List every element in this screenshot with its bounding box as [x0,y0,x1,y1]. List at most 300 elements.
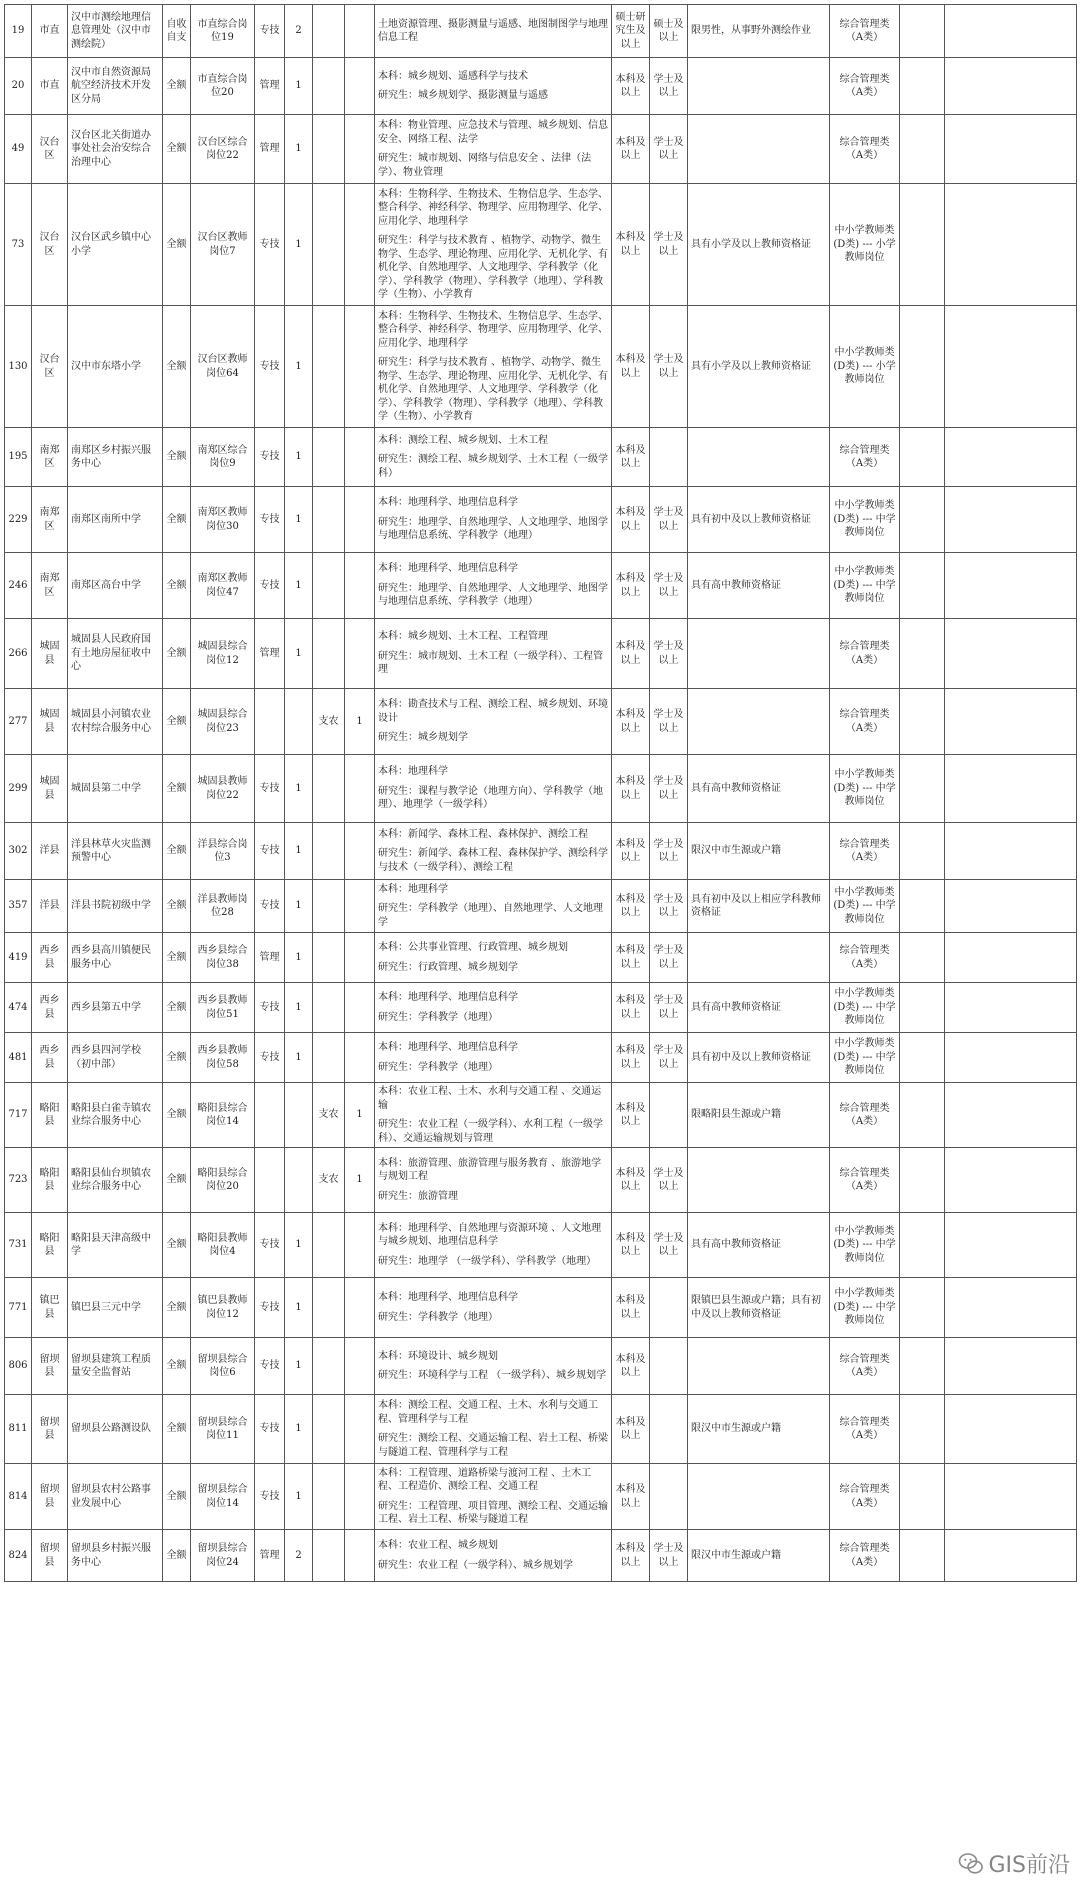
row-extra [900,1395,945,1464]
row-major [375,933,612,983]
row-degree: 学士及以上 [650,58,688,115]
row-count: 1 [285,880,313,933]
row-extra [900,933,945,983]
row-special [313,184,345,306]
row-special-count [345,983,375,1033]
row-id: 814 [5,1464,32,1530]
row-count: 1 [285,115,313,184]
row-other-requirement: 具有小学及以上教师资格证 [688,306,830,428]
major-undergrad: 本科：农业工程、城乡规划 [378,1540,498,1551]
row-remarks [945,880,1077,933]
row-education: 本科及以上 [612,487,650,553]
row-education: 本科及以上 [612,755,650,823]
major-undergrad: 本科：地理科学、自然地理与资源环境 、人文地理与城乡规划、地理信息科学 [378,1222,602,1248]
row-special-count [345,1033,375,1083]
row-special [313,428,345,487]
major-graduate: 研究生：农业工程（一级学科）、城乡规划学 [378,1559,573,1571]
row-kind: 管理 [255,115,285,184]
table-row [5,933,1077,983]
row-education: 本科及以上 [612,1278,650,1338]
row-other-requirement: 具有高中教师资格证 [688,1213,830,1278]
table-row [5,115,1077,184]
row-id: 474 [5,983,32,1033]
row-kind [255,689,285,755]
row-education: 本科及以上 [612,553,650,619]
major-graduate: 研究生：学科教学（地理） [378,1011,498,1023]
row-special-count [345,58,375,115]
row-fund: 全额 [163,1033,191,1083]
row-unit: 西乡县高川镇便民服务中心 [68,933,163,983]
row-unit: 汉中市东塔小学 [68,306,163,428]
row-position: 南郑区教师岗位30 [191,487,255,553]
row-kind: 专技 [255,1395,285,1464]
row-education: 本科及以上 [612,428,650,487]
row-special-count [345,755,375,823]
row-position: 汉台区教师岗位64 [191,306,255,428]
major-undergrad: 本科：公共事业管理、行政管理、城乡规划 [378,942,568,953]
table-row [5,1213,1077,1278]
row-id: 246 [5,553,32,619]
major-graduate: 研究生：工程管理、项目管理、测绘工程、交通运输工程、岩土工程、桥梁与隧道工程 [378,1500,608,1525]
major-undergrad: 本科：地理科学 [378,766,448,778]
row-degree: 学士及以上 [650,933,688,983]
row-major [375,58,612,115]
row-other-requirement: 限镇巴县生源或户籍；具有初中及以上教师资格证 [688,1278,830,1338]
row-id: 73 [5,184,32,306]
row-category: 中小学教师类(D类) --- 小学教师岗位 [830,184,900,306]
table-row [5,1033,1077,1083]
major-graduate: 研究生：地理学 （一级学科）、学科教学（地理） [378,1255,597,1267]
row-major [375,1464,612,1530]
row-special-count [345,1530,375,1582]
row-count: 2 [285,5,313,58]
major-graduate: 研究生：行政管理、城乡规划学 [378,961,518,973]
row-education: 本科及以上 [612,58,650,115]
row-special: 支农 [313,1148,345,1213]
row-position: 洋县教师岗位28 [191,880,255,933]
row-kind: 管理 [255,58,285,115]
row-kind: 专技 [255,487,285,553]
major-undergrad: 本科：地理科学、地理信息科学 [378,563,518,575]
row-special [313,58,345,115]
row-education: 本科及以上 [612,1213,650,1278]
row-remarks [945,1464,1077,1530]
row-remarks [945,983,1077,1033]
row-special: 支农 [313,1083,345,1148]
row-other-requirement [688,115,830,184]
row-area: 城固县 [32,755,68,823]
major-graduate: 研究生：城乡规划学 [378,732,468,744]
row-fund: 全额 [163,553,191,619]
row-special-count [345,5,375,58]
table-row [5,1148,1077,1213]
major-graduate: 研究生：课程与教学论（地理方向）、学科教学（地理）、地理学（一级学科） [378,785,603,811]
row-degree: 学士及以上 [650,1530,688,1582]
row-unit: 南郑区乡村振兴服务中心 [68,428,163,487]
row-id: 20 [5,58,32,115]
row-fund: 全额 [163,115,191,184]
row-fund: 全额 [163,487,191,553]
row-id: 357 [5,880,32,933]
row-major [375,1033,612,1083]
row-position: 汉台区教师岗位7 [191,184,255,306]
row-special [313,1278,345,1338]
row-id: 266 [5,619,32,689]
row-degree: 学士及以上 [650,487,688,553]
major-undergrad: 土地资源管理、摄影测量与遥感、地图制图学与地理信息工程 [378,18,608,43]
row-major [375,1395,612,1464]
row-unit: 城固县第二中学 [68,755,163,823]
row-category: 中小学教师类(D类) --- 中学教师岗位 [830,755,900,823]
row-degree: 学士及以上 [650,1148,688,1213]
row-position: 西乡县综合岗位38 [191,933,255,983]
row-other-requirement: 具有高中教师资格证 [688,553,830,619]
row-extra [900,428,945,487]
row-area: 市直 [32,58,68,115]
major-graduate: 研究生：学科教学（地理） [378,1061,498,1073]
row-area: 留坝县 [32,1464,68,1530]
row-other-requirement: 限汉中市生源或户籍 [688,1395,830,1464]
row-extra [900,487,945,553]
row-id: 277 [5,689,32,755]
row-fund: 全额 [163,689,191,755]
row-major [375,1338,612,1395]
row-area: 略阳县 [32,1083,68,1148]
table-row [5,58,1077,115]
table-row [5,306,1077,428]
row-degree: 学士及以上 [650,689,688,755]
row-count [285,689,313,755]
row-remarks [945,689,1077,755]
row-category: 综合管理类（A类） [830,58,900,115]
row-education: 本科及以上 [612,983,650,1033]
row-special-count [345,553,375,619]
row-category: 综合管理类（A类） [830,1530,900,1582]
row-special [313,115,345,184]
row-count: 1 [285,823,313,880]
row-degree [650,1464,688,1530]
row-fund: 全额 [163,1278,191,1338]
row-extra [900,1530,945,1582]
row-unit: 洋县林草火灾监测预警中心 [68,823,163,880]
row-other-requirement: 限汉中市生源或户籍 [688,1530,830,1582]
row-fund: 全额 [163,823,191,880]
row-special-count [345,306,375,428]
row-category: 中小学教师类(D类) --- 中学教师岗位 [830,1278,900,1338]
row-fund: 全额 [163,1464,191,1530]
row-special-count [345,1278,375,1338]
row-remarks [945,1395,1077,1464]
row-special [313,983,345,1033]
table-row [5,880,1077,933]
row-extra [900,823,945,880]
row-count: 1 [285,1278,313,1338]
row-category: 综合管理类（A类） [830,1464,900,1530]
row-extra [900,184,945,306]
row-area: 汉台区 [32,115,68,184]
row-count: 1 [285,58,313,115]
major-graduate: 研究生：旅游管理 [378,1190,458,1202]
row-special-count [345,1464,375,1530]
major-graduate: 研究生：科学与技术教育 、植物学、动物学、微生物学、生态学、理论物理、应用化学、无机化学、有机化学、自然地理学、人文地理学、学科教学（化学）、学科教学（物理）、学科教学（地理）、学科教学（生物）、小学教育 [378,235,608,300]
row-extra [900,1464,945,1530]
major-graduate: 研究生：地理学、自然地理学、人文地理学、地图学与地理信息系统、学科教学（地理） [378,516,608,542]
row-degree: 学士及以上 [650,755,688,823]
row-position: 洋县综合岗位3 [191,823,255,880]
row-position: 西乡县教师岗位58 [191,1033,255,1083]
row-fund: 全额 [163,1148,191,1213]
row-special [313,1395,345,1464]
table-body [5,5,1077,1582]
row-position: 留坝县综合岗位6 [191,1338,255,1395]
row-kind: 专技 [255,553,285,619]
row-position: 城固县综合岗位12 [191,619,255,689]
row-position: 市直综合岗位19 [191,5,255,58]
row-education: 本科及以上 [612,1395,650,1464]
row-other-requirement [688,689,830,755]
row-area: 汉台区 [32,306,68,428]
row-remarks [945,184,1077,306]
major-graduate: 研究生：城市规划、土木工程（一级学科）、工程管理 [378,650,603,676]
row-id: 49 [5,115,32,184]
row-kind: 专技 [255,1278,285,1338]
table-row [5,184,1077,306]
row-major [375,1278,612,1338]
row-unit: 城固县人民政府国有土地房屋征收中心 [68,619,163,689]
major-undergrad: 本科：地理科学、地理信息科学 [378,497,518,509]
row-special [313,933,345,983]
row-fund: 全额 [163,619,191,689]
row-extra [900,1148,945,1213]
row-area: 留坝县 [32,1530,68,1582]
row-other-requirement: 具有初中及以上相应学科教师资格证 [688,880,830,933]
row-extra [900,1033,945,1083]
row-count: 2 [285,1530,313,1582]
row-kind: 专技 [255,823,285,880]
row-count: 1 [285,487,313,553]
row-special-count: 1 [345,1083,375,1148]
row-position: 城固县综合岗位23 [191,689,255,755]
row-category: 综合管理类（A类） [830,1395,900,1464]
row-count: 1 [285,1033,313,1083]
row-remarks [945,1083,1077,1148]
wechat-icon [958,1851,984,1877]
row-remarks [945,1213,1077,1278]
row-other-requirement: 限男性，从事野外测绘作业 [688,5,830,58]
major-undergrad: 本科：测绘工程、城乡规划、土木工程 [378,434,548,446]
row-major [375,1530,612,1582]
row-position: 城固县教师岗位22 [191,755,255,823]
row-major [375,553,612,619]
row-major [375,619,612,689]
row-count: 1 [285,983,313,1033]
row-area: 西乡县 [32,933,68,983]
major-undergrad: 本科：测绘工程、交通工程、土木、水利与交通工程、管理科学与工程 [378,1400,598,1425]
row-major [375,428,612,487]
row-extra [900,983,945,1033]
row-special [313,880,345,933]
row-special [313,1464,345,1530]
row-other-requirement: 限略阳县生源或户籍 [688,1083,830,1148]
row-position: 汉台区综合岗位22 [191,115,255,184]
row-kind: 专技 [255,755,285,823]
major-undergrad: 本科：新闻学、森林工程、森林保护、测绘工程 [378,828,588,840]
row-major [375,306,612,428]
row-extra [900,1278,945,1338]
row-degree: 学士及以上 [650,1033,688,1083]
row-major [375,1213,612,1278]
row-area: 略阳县 [32,1213,68,1278]
row-other-requirement: 具有小学及以上教师资格证 [688,184,830,306]
row-degree: 硕士及以上 [650,5,688,58]
row-special [313,306,345,428]
row-major [375,983,612,1033]
major-undergrad: 本科：工程管理、道路桥梁与渡河工程 、土木工程、工程造价、测绘工程、交通工程 [378,1467,592,1492]
row-kind: 专技 [255,1464,285,1530]
major-graduate: 研究生：农业工程（一级学科）、水利工程（一级学科）、交通运输规划与管理 [378,1119,603,1144]
row-position: 略阳县教师岗位4 [191,1213,255,1278]
major-graduate: 研究生：测绘工程、交通运输工程、岩土工程、桥梁与隧道工程、管理科学与工程 [378,1433,608,1458]
row-extra [900,553,945,619]
row-fund: 全额 [163,1083,191,1148]
table-row [5,755,1077,823]
row-count [285,1083,313,1148]
row-major [375,184,612,306]
row-count: 1 [285,1464,313,1530]
table-row [5,1278,1077,1338]
row-major [375,115,612,184]
row-education: 本科及以上 [612,306,650,428]
row-major [375,755,612,823]
major-undergrad: 本科：物业管理、应急技术与管理、城乡规划、信息安全、网络工程、法学 [378,120,608,145]
table-row [5,553,1077,619]
row-degree: 学士及以上 [650,983,688,1033]
row-other-requirement [688,428,830,487]
row-special [313,553,345,619]
row-education: 本科及以上 [612,115,650,184]
major-graduate: 研究生：测绘工程、城乡规划学、土木工程（一级学科） [378,454,608,479]
table-row [5,983,1077,1033]
row-remarks [945,58,1077,115]
row-other-requirement: 具有高中教师资格证 [688,755,830,823]
row-major [375,1083,612,1148]
row-special [313,755,345,823]
row-count: 1 [285,755,313,823]
row-special [313,823,345,880]
row-remarks [945,553,1077,619]
row-education: 本科及以上 [612,823,650,880]
row-special-count [345,487,375,553]
row-extra [900,689,945,755]
row-kind: 专技 [255,880,285,933]
row-area: 城固县 [32,689,68,755]
row-unit: 留坝县乡村振兴服务中心 [68,1530,163,1582]
row-extra [900,755,945,823]
row-fund: 全额 [163,428,191,487]
row-special-count: 1 [345,689,375,755]
row-special-count [345,184,375,306]
major-undergrad: 本科：勘查技术与工程、测绘工程、城乡规划、环境设计 [378,699,608,724]
table-row [5,619,1077,689]
row-area: 洋县 [32,823,68,880]
row-extra [900,306,945,428]
row-count: 1 [285,184,313,306]
row-special-count: 1 [345,1148,375,1213]
row-count: 1 [285,553,313,619]
row-count [285,1148,313,1213]
row-kind: 管理 [255,1530,285,1582]
row-category: 综合管理类（A类） [830,5,900,58]
row-position: 略阳县综合岗位20 [191,1148,255,1213]
row-position: 南郑区教师岗位47 [191,553,255,619]
row-extra [900,1213,945,1278]
row-degree: 学士及以上 [650,184,688,306]
row-fund: 全额 [163,184,191,306]
row-major [375,823,612,880]
row-count: 1 [285,619,313,689]
row-degree: 学士及以上 [650,880,688,933]
row-special [313,619,345,689]
row-fund: 全额 [163,1338,191,1395]
row-count: 1 [285,1395,313,1464]
row-degree [650,1338,688,1395]
row-category: 综合管理类（A类） [830,1148,900,1213]
row-position: 留坝县综合岗位14 [191,1464,255,1530]
row-area: 西乡县 [32,1033,68,1083]
row-education: 硕士研究生及以上 [612,5,650,58]
major-undergrad: 本科：城乡规划、遥感科学与技术 [378,70,528,82]
row-special-count [345,1395,375,1464]
row-fund: 全额 [163,1213,191,1278]
row-count: 1 [285,1213,313,1278]
major-undergrad: 本科：环境设计、城乡规划 [378,1350,498,1362]
row-unit: 西乡县第五中学 [68,983,163,1033]
row-special-count [345,823,375,880]
row-area: 西乡县 [32,983,68,1033]
row-category: 综合管理类（A类） [830,115,900,184]
row-kind: 专技 [255,184,285,306]
row-degree: 学士及以上 [650,306,688,428]
row-education: 本科及以上 [612,1148,650,1213]
watermark [958,1848,1070,1879]
row-remarks [945,1530,1077,1582]
row-count: 1 [285,1338,313,1395]
row-major [375,689,612,755]
row-other-requirement: 具有高中教师资格证 [688,983,830,1033]
row-fund: 自收自支 [163,5,191,58]
row-education: 本科及以上 [612,1530,650,1582]
row-unit: 南郑区高台中学 [68,553,163,619]
row-unit: 留坝县建筑工程质量安全监督站 [68,1338,163,1395]
row-unit: 留坝县农村公路事业发展中心 [68,1464,163,1530]
table-row [5,428,1077,487]
table-row [5,689,1077,755]
row-id: 229 [5,487,32,553]
row-other-requirement [688,1148,830,1213]
table-row [5,1395,1077,1464]
major-graduate: 研究生：科学与技术教育 、植物学、动物学、微生物学、生态学、理论物理、应用化学、无机化学、有机化学、自然地理学、人文地理学、学科教学（化学）、学科教学（物理）、学科教学（地理）、学科教学（生物）、小学教育 [378,357,608,422]
row-unit: 略阳县天津高级中学 [68,1213,163,1278]
job-listing-table [4,4,1077,1582]
row-unit: 留坝县公路测设队 [68,1395,163,1464]
row-education: 本科及以上 [612,1083,650,1148]
row-fund: 全额 [163,933,191,983]
row-position: 市直综合岗位20 [191,58,255,115]
table-row [5,1083,1077,1148]
row-fund: 全额 [163,306,191,428]
row-unit: 洋县书院初级中学 [68,880,163,933]
row-unit: 汉台区武乡镇中心小学 [68,184,163,306]
